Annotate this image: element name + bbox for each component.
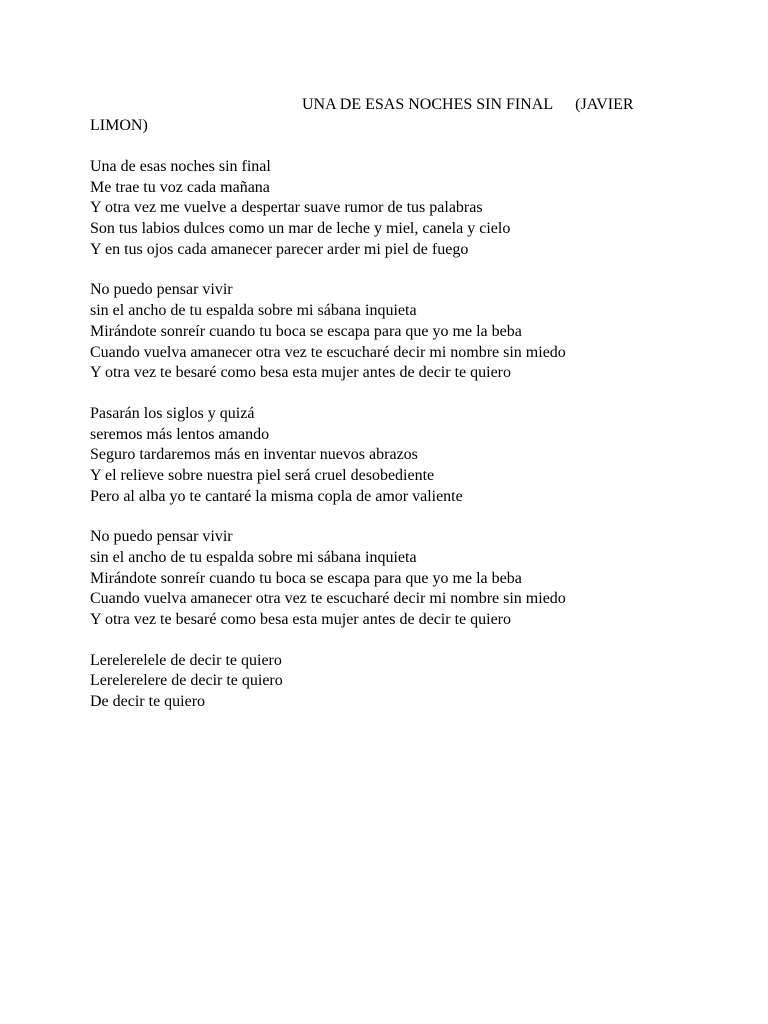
song-author-close: LIMON) <box>90 117 148 134</box>
song-author-open: (JAVIER <box>575 96 634 113</box>
lyric-line: Mirándote sonreír cuando tu boca se escapa para que yo me la beba <box>90 569 522 587</box>
lyric-line: sin el ancho de tu espalda sobre mi sábana inquieta <box>90 302 417 320</box>
lyric-line: Me trae tu voz cada mañana <box>90 178 270 196</box>
lyric-line: Y otra vez me vuelve a despertar suave rumor de tus palabras <box>90 199 483 217</box>
document-title <box>302 95 634 115</box>
lyric-line: Y el relieve sobre nuestra piel será cruel desobediente <box>90 466 435 484</box>
lyrics-body <box>90 157 750 733</box>
lyric-line: Cuando vuelva amanecer otra vez te escucharé decir mi nombre sin miedo <box>90 343 566 361</box>
stanza-5 <box>90 651 750 713</box>
lyric-line: seremos más lentos amando <box>90 425 270 443</box>
stanza-2 <box>90 280 750 383</box>
lyric-line: Lerelerelele de decir te quiero <box>90 651 282 669</box>
lyric-line: Y otra vez te besaré como besa esta mujer antes de decir te quiero <box>90 611 511 629</box>
song-title: UNA DE ESAS NOCHES SIN FINAL <box>302 96 554 113</box>
lyric-line: Y en tus ojos cada amanecer parecer arder mi piel de fuego <box>90 240 469 258</box>
lyric-line: Y otra vez te besaré como besa esta mujer antes de decir te quiero <box>90 364 511 382</box>
lyric-line: Lerelerelere de decir te quiero <box>90 672 283 690</box>
lyric-line: Seguro tardaremos más en inventar nuevos abrazos <box>90 446 418 464</box>
lyric-line: No puedo pensar vivir <box>90 281 233 299</box>
lyric-line: Mirándote sonreír cuando tu boca se escapa para que yo me la beba <box>90 322 522 340</box>
stanza-4 <box>90 527 750 630</box>
lyric-line: No puedo pensar vivir <box>90 528 233 546</box>
lyric-line: Pasarán los siglos y quizá <box>90 404 255 422</box>
stanza-1 <box>90 157 750 260</box>
lyric-line: De decir te quiero <box>90 693 206 711</box>
stanza-3 <box>90 404 750 507</box>
lyric-line: Una de esas noches sin final <box>90 158 271 175</box>
lyric-line: Pero al alba yo te cantaré la misma copla de amor valiente <box>90 487 463 505</box>
lyric-line: Son tus labios dulces como un mar de leche y miel, canela y cielo <box>90 220 511 238</box>
lyric-line: Cuando vuelva amanecer otra vez te escucharé decir mi nombre sin miedo <box>90 590 566 608</box>
lyric-line: sin el ancho de tu espalda sobre mi sábana inquieta <box>90 549 417 566</box>
